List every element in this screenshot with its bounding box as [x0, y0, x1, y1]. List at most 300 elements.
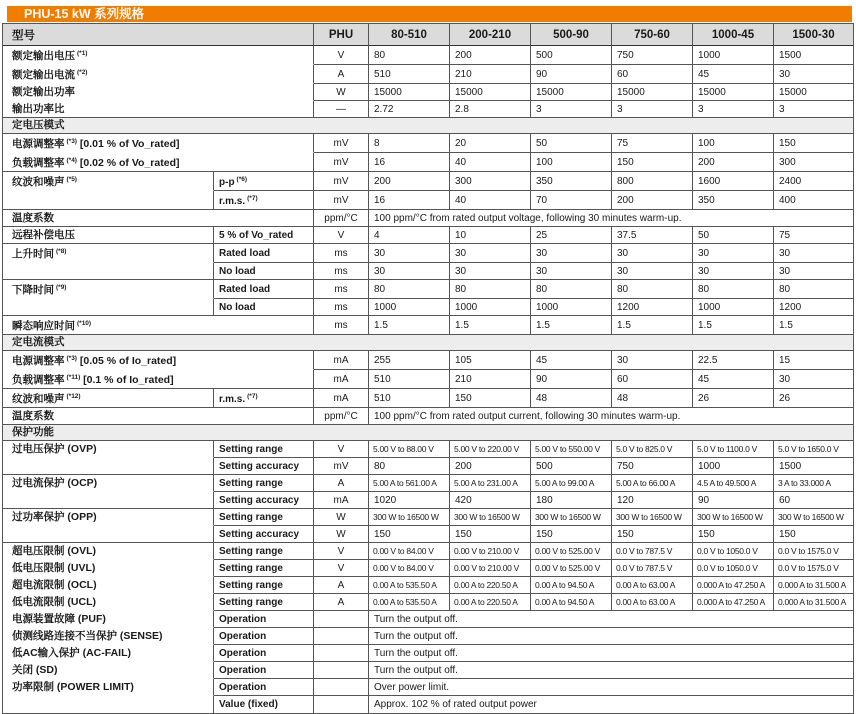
row-label: 上升时间 $^{(*8)}$	[3, 244, 214, 263]
row-label: 额定输出电流 $^{(*2)}$	[3, 65, 314, 84]
value-cell: 150	[774, 526, 853, 543]
value-cell: 1000	[693, 458, 774, 475]
row-sublabel: Operation	[214, 662, 314, 679]
spec-table	[3, 24, 853, 713]
spec-row	[3, 172, 853, 191]
section-row	[3, 425, 853, 441]
value-cell: 210	[450, 370, 531, 389]
row-sublabel: Setting range	[214, 543, 314, 560]
value-cell: 45	[531, 351, 612, 370]
unit-cell: mV	[314, 172, 369, 191]
unit-cell: ppm/°C	[314, 210, 369, 227]
value-cell: 1000	[531, 299, 612, 316]
spec-row	[3, 560, 853, 577]
row-label: 低电压限制 (UVL)	[3, 560, 214, 577]
unit-cell: A	[314, 577, 369, 594]
spec-table-container	[2, 23, 854, 714]
value-span-cell: 100 ppm/°C from rated output current, following 30 minutes warm-up.	[369, 408, 853, 425]
value-cell: 1020	[369, 492, 450, 509]
row-sublabel: Setting range	[214, 577, 314, 594]
value-cell: 300 W to 16500 W	[693, 509, 774, 526]
unit-cell: ppm/°C	[314, 408, 369, 425]
row-label: 超电流限制 (OCL)	[3, 577, 214, 594]
row-label: 纹波和噪声 $^{(*12)}$	[3, 389, 214, 408]
value-cell: 1000	[369, 299, 450, 316]
unit-cell: V	[314, 560, 369, 577]
series-title: PHU-15 kW 系列规格	[24, 7, 145, 21]
spec-row	[3, 244, 853, 263]
value-cell: 30	[693, 244, 774, 263]
value-cell: 80	[369, 458, 450, 475]
value-cell: 1200	[774, 299, 853, 316]
row-sublabel: Setting range	[214, 441, 314, 458]
spec-row	[3, 263, 853, 280]
spec-row	[3, 696, 853, 713]
row-sublabel: Setting accuracy	[214, 458, 314, 475]
spec-row	[3, 662, 853, 679]
value-cell: 500	[531, 458, 612, 475]
unit-cell: mA	[314, 370, 369, 389]
row-sublabel: p-p $^{(*6)}$	[214, 172, 314, 191]
value-cell: 2400	[774, 172, 853, 191]
value-cell: 80	[450, 280, 531, 299]
value-cell: 1.5	[693, 316, 774, 335]
value-cell: 1600	[693, 172, 774, 191]
value-cell: 15000	[369, 84, 450, 101]
value-span-cell: 100 ppm/°C from rated output voltage, following 30 minutes warm-up.	[369, 210, 853, 227]
unit-cell: ms	[314, 316, 369, 335]
row-label: 过功率保护 (OPP)	[3, 509, 214, 526]
unit-cell	[314, 662, 369, 679]
spec-row	[3, 577, 853, 594]
value-cell: 80	[774, 280, 853, 299]
value-cell: 2.72	[369, 101, 450, 118]
spec-row	[3, 526, 853, 543]
row-label: 低AC输入保护 (AC-FAIL)	[3, 645, 214, 662]
value-cell: 0.00 V to 84.00 V	[369, 560, 450, 577]
row-label: 额定输出电压 $^{(*1)}$	[3, 46, 314, 65]
value-cell: 300	[450, 172, 531, 191]
row-label: 低电流限制 (UCL)	[3, 594, 214, 611]
value-cell: 5.00 A to 231.00 A	[450, 475, 531, 492]
spec-row	[3, 475, 853, 492]
value-cell: 10	[450, 227, 531, 244]
col-header-model-80-510: 80-510	[369, 24, 450, 46]
col-header-model-1000-45: 1000-45	[693, 24, 774, 46]
spec-row	[3, 316, 853, 335]
value-cell: 510	[369, 389, 450, 408]
spec-row	[3, 153, 853, 172]
value-cell: 37.5	[612, 227, 693, 244]
value-cell: 400	[774, 191, 853, 210]
value-cell: 0.0 V to 1050.0 V	[693, 543, 774, 560]
footnote-marker: (*1)	[77, 50, 88, 57]
unit-cell: ms	[314, 299, 369, 316]
row-sublabel: Value (fixed)	[214, 696, 314, 713]
value-cell: 1.5	[450, 316, 531, 335]
row-label	[3, 299, 214, 316]
row-label	[3, 492, 214, 509]
section-label: 定电流模式	[3, 335, 853, 351]
value-cell: 0.00 V to 525.00 V	[531, 560, 612, 577]
value-cell: 0.0 V to 1575.0 V	[774, 543, 853, 560]
value-cell: 48	[612, 389, 693, 408]
value-cell: 800	[612, 172, 693, 191]
unit-cell: V	[314, 441, 369, 458]
row-sublabel: Operation	[214, 611, 314, 628]
row-sublabel: 5 % of Vo_rated	[214, 227, 314, 244]
value-cell: 60	[612, 370, 693, 389]
spec-table-head	[3, 24, 853, 46]
footnote-marker: (*10)	[77, 320, 92, 327]
row-label: 过电流保护 (OCP)	[3, 475, 214, 492]
spec-row	[3, 408, 853, 425]
value-cell: 5.00 V to 220.00 V	[450, 441, 531, 458]
value-span-cell: Approx. 102 % of rated output power	[369, 696, 853, 713]
value-cell: 30	[774, 263, 853, 280]
row-label: 纹波和噪声 $^{(*5)}$	[3, 172, 214, 191]
row-label: 电源调整率 $^{(*3)}$ [0.05 % of Io_rated]	[3, 351, 314, 370]
unit-cell: V	[314, 46, 369, 65]
unit-cell	[314, 696, 369, 713]
value-cell: 0.00 V to 210.00 V	[450, 560, 531, 577]
value-cell: 3 A to 33.000 A	[774, 475, 853, 492]
value-cell: 40	[450, 191, 531, 210]
value-cell: 30	[774, 244, 853, 263]
value-cell: 1000	[693, 299, 774, 316]
value-cell: 105	[450, 351, 531, 370]
value-cell: 30	[531, 244, 612, 263]
row-sublabel: Setting range	[214, 475, 314, 492]
value-cell: 48	[531, 389, 612, 408]
value-cell: 30	[369, 244, 450, 263]
col-header-phu: PHU	[314, 24, 369, 46]
value-cell: 30	[774, 65, 853, 84]
value-cell: 2.8	[450, 101, 531, 118]
value-cell: 40	[450, 153, 531, 172]
value-cell: 750	[612, 46, 693, 65]
section-row	[3, 118, 853, 134]
value-cell: 5.0 V to 1650.0 V	[774, 441, 853, 458]
value-cell: 5.00 A to 561.00 A	[369, 475, 450, 492]
value-cell: 150	[774, 134, 853, 153]
footnote-marker: (*12)	[66, 393, 81, 400]
value-cell: 26	[774, 389, 853, 408]
value-cell: 0.000 A to 31.500 A	[774, 594, 853, 611]
section-label: 保护功能	[3, 425, 853, 441]
row-label	[3, 696, 214, 713]
row-label: 功率限制 (POWER LIMIT)	[3, 679, 214, 696]
value-cell: 1200	[612, 299, 693, 316]
value-cell: 25	[531, 227, 612, 244]
row-sublabel: Setting range	[214, 509, 314, 526]
value-cell: 16	[369, 153, 450, 172]
unit-cell: ms	[314, 280, 369, 299]
footnote-marker: (*11)	[66, 374, 81, 381]
value-cell: 30	[693, 263, 774, 280]
spec-row	[3, 679, 853, 696]
value-cell: 30	[774, 370, 853, 389]
row-label: 过电压保护 (OVP)	[3, 441, 214, 458]
row-sublabel: No load	[214, 299, 314, 316]
value-cell: 15000	[531, 84, 612, 101]
value-cell: 0.00 A to 535.50 A	[369, 577, 450, 594]
value-cell: 0.00 A to 94.50 A	[531, 577, 612, 594]
value-cell: 80	[369, 46, 450, 65]
footnote-marker: (*3)	[66, 138, 77, 145]
value-cell: 255	[369, 351, 450, 370]
value-cell: 16	[369, 191, 450, 210]
value-cell: 15000	[774, 84, 853, 101]
value-cell: 80	[612, 280, 693, 299]
value-cell: 45	[693, 370, 774, 389]
value-span-cell: Turn the output off.	[369, 662, 853, 679]
spec-row	[3, 389, 853, 408]
value-cell: 1000	[693, 46, 774, 65]
value-cell: 180	[531, 492, 612, 509]
value-cell: 0.00 A to 94.50 A	[531, 594, 612, 611]
unit-cell: —	[314, 101, 369, 118]
value-cell: 3	[774, 101, 853, 118]
spec-row	[3, 594, 853, 611]
row-sublabel: Operation	[214, 679, 314, 696]
value-cell: 200	[450, 458, 531, 475]
value-cell: 80	[693, 280, 774, 299]
value-cell: 15000	[450, 84, 531, 101]
spec-row	[3, 370, 853, 389]
col-header-model-1500-30: 1500-30	[774, 24, 853, 46]
spec-row	[3, 280, 853, 299]
value-cell: 60	[774, 492, 853, 509]
value-cell: 200	[693, 153, 774, 172]
spec-row	[3, 191, 853, 210]
row-label: 电源调整率 $^{(*3)}$ [0.01 % of Vo_rated]	[3, 134, 314, 153]
value-cell: 300 W to 16500 W	[450, 509, 531, 526]
spec-row	[3, 458, 853, 475]
spec-row	[3, 628, 853, 645]
value-cell: 0.00 A to 63.00 A	[612, 594, 693, 611]
value-cell: 150	[369, 526, 450, 543]
value-cell: 30	[612, 263, 693, 280]
row-sublabel: Setting accuracy	[214, 526, 314, 543]
value-cell: 70	[531, 191, 612, 210]
value-cell: 120	[612, 492, 693, 509]
value-cell: 5.00 V to 88.00 V	[369, 441, 450, 458]
col-header-model: 型号	[3, 24, 314, 46]
value-cell: 150	[450, 389, 531, 408]
unit-cell: mV	[314, 153, 369, 172]
row-sublabel: r.m.s. $^{(*7)}$	[214, 191, 314, 210]
row-sublabel: Operation	[214, 628, 314, 645]
col-header-model-200-210: 200-210	[450, 24, 531, 46]
value-cell: 1500	[774, 46, 853, 65]
value-cell: 30	[531, 263, 612, 280]
value-cell: 0.000 A to 47.250 A	[693, 594, 774, 611]
spec-row	[3, 299, 853, 316]
row-label: 侦测线路连接不当保护 (SENSE)	[3, 628, 214, 645]
value-span-cell: Turn the output off.	[369, 628, 853, 645]
footnote-marker: (*9)	[56, 284, 67, 291]
value-cell: 150	[450, 526, 531, 543]
value-cell: 210	[450, 65, 531, 84]
value-cell: 75	[774, 227, 853, 244]
value-cell: 5.00 A to 99.00 A	[531, 475, 612, 492]
unit-cell: W	[314, 509, 369, 526]
unit-cell: ms	[314, 244, 369, 263]
value-cell: 0.00 A to 220.50 A	[450, 594, 531, 611]
spec-row	[3, 611, 853, 628]
row-label: 电源装置故障 (PUF)	[3, 611, 214, 628]
row-sublabel: r.m.s. $^{(*7)}$	[214, 389, 314, 408]
value-cell: 0.000 A to 31.500 A	[774, 577, 853, 594]
value-cell: 0.00 V to 84.00 V	[369, 543, 450, 560]
value-cell: 3	[693, 101, 774, 118]
spec-row	[3, 441, 853, 458]
value-cell: 4.5 A to 49.500 A	[693, 475, 774, 492]
unit-cell: V	[314, 227, 369, 244]
value-cell: 5.0 V to 825.0 V	[612, 441, 693, 458]
row-label: 负载调整率 $^{(*11)}$ [0.1 % of Io_rated]	[3, 370, 314, 389]
row-label	[3, 458, 214, 475]
value-cell: 1.5	[774, 316, 853, 335]
footnote-marker: (*2)	[77, 69, 88, 76]
row-label: 温度系数	[3, 408, 314, 425]
value-cell: 100	[693, 134, 774, 153]
footnote-marker: (*4)	[66, 157, 77, 164]
value-span-cell: Turn the output off.	[369, 611, 853, 628]
row-label: 远程补偿电压	[3, 227, 214, 244]
value-cell: 0.00 A to 63.00 A	[612, 577, 693, 594]
value-cell: 420	[450, 492, 531, 509]
value-span-cell: Turn the output off.	[369, 645, 853, 662]
value-cell: 30	[369, 263, 450, 280]
row-label	[3, 526, 214, 543]
spec-row	[3, 492, 853, 509]
value-cell: 90	[693, 492, 774, 509]
row-sublabel: Operation	[214, 645, 314, 662]
value-cell: 0.0 V to 1050.0 V	[693, 560, 774, 577]
value-cell: 8	[369, 134, 450, 153]
unit-cell	[314, 628, 369, 645]
value-cell: 26	[693, 389, 774, 408]
section-label: 定电压模式	[3, 118, 853, 134]
value-cell: 75	[612, 134, 693, 153]
value-cell: 15	[774, 351, 853, 370]
value-cell: 22.5	[693, 351, 774, 370]
spec-row	[3, 134, 853, 153]
footnote-marker: (*7)	[247, 195, 258, 202]
unit-cell: A	[314, 594, 369, 611]
value-cell: 350	[531, 172, 612, 191]
value-cell: 300	[774, 153, 853, 172]
value-cell: 1000	[450, 299, 531, 316]
unit-cell: mA	[314, 389, 369, 408]
spec-row	[3, 351, 853, 370]
footnote-marker: (*6)	[236, 176, 248, 183]
value-cell: 20	[450, 134, 531, 153]
value-cell: 90	[531, 65, 612, 84]
spec-row	[3, 227, 853, 244]
value-span-cell: Over power limit.	[369, 679, 853, 696]
spec-row	[3, 101, 853, 118]
spec-row	[3, 543, 853, 560]
spec-row	[3, 509, 853, 526]
unit-cell: A	[314, 65, 369, 84]
spec-row	[3, 84, 853, 101]
unit-cell	[314, 611, 369, 628]
value-cell: 30	[612, 351, 693, 370]
value-cell: 0.000 A to 47.250 A	[693, 577, 774, 594]
value-cell: 0.00 A to 220.50 A	[450, 577, 531, 594]
row-sublabel: Rated load	[214, 244, 314, 263]
value-cell: 350	[693, 191, 774, 210]
col-header-model-500-90: 500-90	[531, 24, 612, 46]
spec-row	[3, 46, 853, 65]
spec-row	[3, 65, 853, 84]
value-cell: 3	[612, 101, 693, 118]
unit-cell: V	[314, 543, 369, 560]
value-cell: 0.00 A to 535.50 A	[369, 594, 450, 611]
unit-cell: mA	[314, 351, 369, 370]
unit-cell	[314, 645, 369, 662]
unit-cell: mA	[314, 492, 369, 509]
value-cell: 5.0 V to 1100.0 V	[693, 441, 774, 458]
value-cell: 200	[450, 46, 531, 65]
value-cell: 5.00 A to 66.00 A	[612, 475, 693, 492]
value-cell: 100	[531, 153, 612, 172]
row-label: 超电压限制 (OVL)	[3, 543, 214, 560]
value-cell: 510	[369, 370, 450, 389]
value-cell: 50	[531, 134, 612, 153]
row-label: 输出功率比	[3, 101, 314, 118]
value-cell: 1500	[774, 458, 853, 475]
value-cell: 300 W to 16500 W	[369, 509, 450, 526]
value-cell: 30	[612, 244, 693, 263]
unit-cell: mV	[314, 458, 369, 475]
col-header-model-750-60: 750-60	[612, 24, 693, 46]
value-cell: 150	[612, 153, 693, 172]
row-label: 瞬态响应时间 $^{(*10)}$	[3, 316, 314, 335]
value-cell: 500	[531, 46, 612, 65]
spec-header-row	[3, 24, 853, 46]
unit-cell: mV	[314, 191, 369, 210]
value-cell: 0.0 V to 1575.0 V	[774, 560, 853, 577]
value-cell: 1.5	[612, 316, 693, 335]
value-cell: 750	[612, 458, 693, 475]
spec-table-body	[3, 46, 853, 713]
row-sublabel: Setting range	[214, 560, 314, 577]
value-cell: 200	[612, 191, 693, 210]
series-title-bar	[7, 6, 852, 22]
row-label	[3, 263, 214, 280]
row-label: 温度系数	[3, 210, 314, 227]
value-cell: 80	[531, 280, 612, 299]
value-cell: 3	[531, 101, 612, 118]
value-cell: 300 W to 16500 W	[612, 509, 693, 526]
row-label: 下降时间 $^{(*9)}$	[3, 280, 214, 299]
value-cell: 15000	[693, 84, 774, 101]
value-cell: 150	[612, 526, 693, 543]
unit-cell	[314, 679, 369, 696]
value-cell: 45	[693, 65, 774, 84]
footnote-marker: (*8)	[56, 248, 67, 255]
value-cell: 300 W to 16500 W	[531, 509, 612, 526]
value-cell: 0.00 V to 525.00 V	[531, 543, 612, 560]
unit-cell: A	[314, 475, 369, 492]
value-cell: 510	[369, 65, 450, 84]
row-label: 额定输出功率	[3, 84, 314, 101]
value-cell: 5.00 V to 550.00 V	[531, 441, 612, 458]
